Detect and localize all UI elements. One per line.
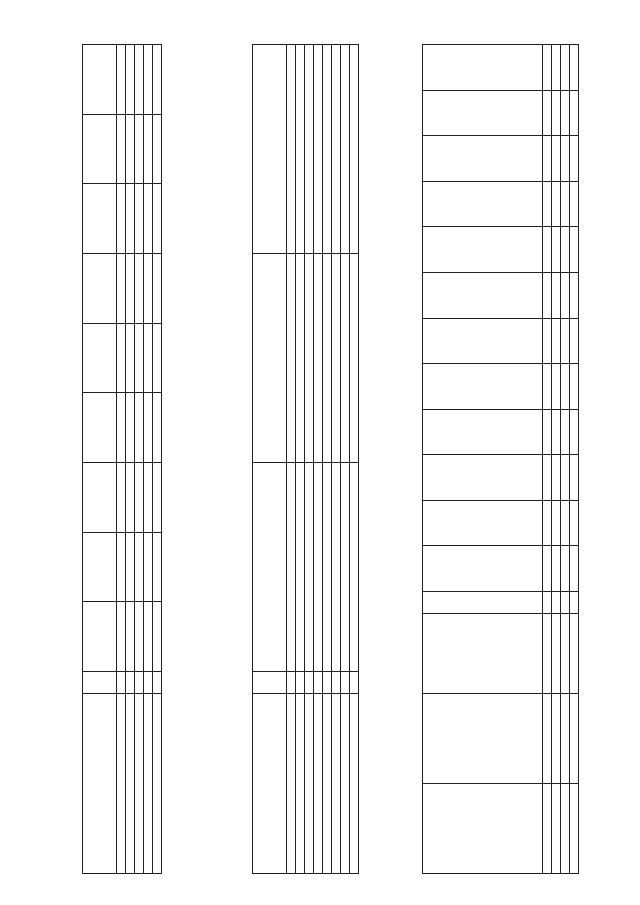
table-row	[305, 45, 314, 874]
table-row	[332, 45, 341, 874]
table-row	[117, 45, 126, 874]
table-row	[296, 45, 305, 874]
table-row	[341, 45, 350, 874]
table-header-row	[423, 45, 543, 874]
table-row	[561, 45, 570, 874]
table-row	[323, 45, 332, 874]
table-header-row	[253, 45, 287, 874]
table-row	[126, 45, 135, 874]
table-row	[135, 45, 144, 874]
table-row	[314, 45, 323, 874]
table-4-1	[82, 44, 162, 874]
table-row	[350, 45, 359, 874]
table-4-2	[252, 44, 359, 874]
table-row	[543, 45, 552, 874]
rotated-form-content	[40, 40, 600, 880]
table-header-row	[83, 45, 117, 874]
table-row	[287, 45, 296, 874]
table-row	[552, 45, 561, 874]
table-row	[153, 45, 162, 874]
table-row	[570, 45, 579, 874]
table-4-3-1	[422, 44, 579, 874]
table-row	[144, 45, 153, 874]
